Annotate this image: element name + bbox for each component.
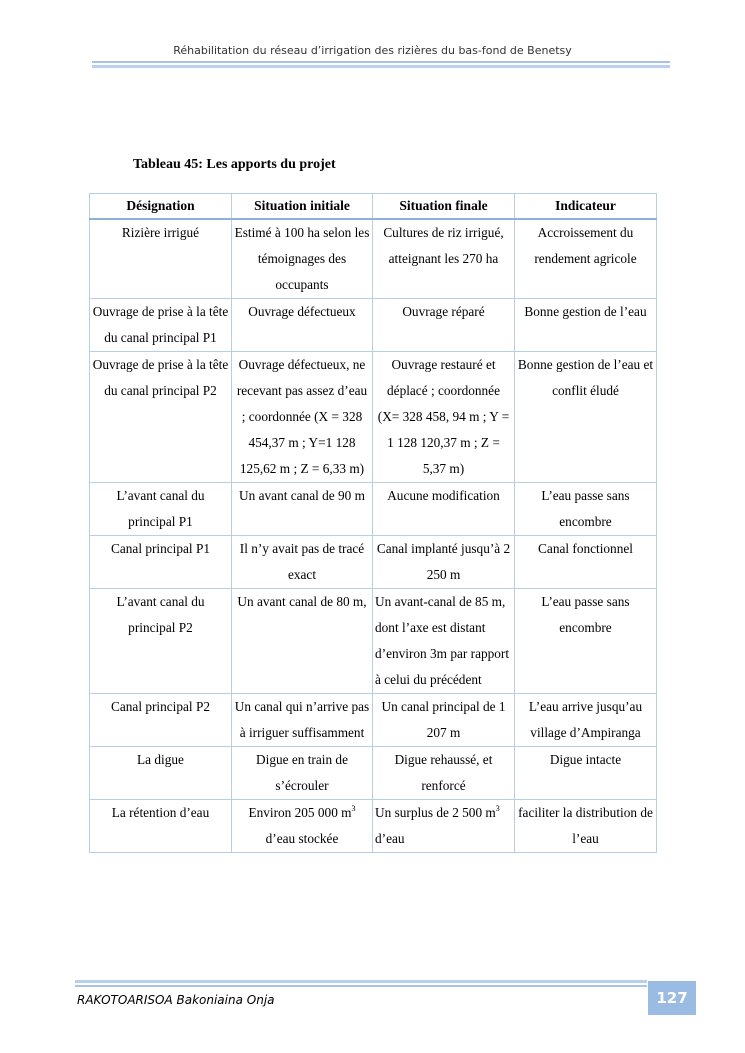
cell-initial: Estimé à 100 ha selon les témoignages des occupants bbox=[232, 219, 373, 299]
running-header-title: Réhabilitation du réseau d’irrigation des rizières du bas-fond de Benetsy bbox=[173, 44, 572, 57]
table-header-row bbox=[90, 194, 657, 220]
cell-final: Cultures de riz irrigué, atteignant les 270 ha bbox=[373, 219, 515, 299]
cell-initial: Digue en train de s’écrouler bbox=[232, 747, 373, 800]
cell-final: Digue rehaussé, et renforcé bbox=[373, 747, 515, 800]
cell-indicator: Accroissement du rendement agricole bbox=[515, 219, 657, 299]
table-row bbox=[90, 800, 657, 853]
cell-initial: Un avant canal de 90 m bbox=[232, 483, 373, 536]
cell-final: Aucune modification bbox=[373, 483, 515, 536]
cell-designation: La rétention d’eau bbox=[90, 800, 232, 853]
table-row bbox=[90, 299, 657, 352]
cell-indicator: faciliter la distribution de l’eau bbox=[515, 800, 657, 853]
cell-final: Un avant-canal de 85 m, dont l’axe est distant d’environ 3m par rapport à celui du précédent bbox=[373, 589, 515, 694]
cell-final: Canal implanté jusqu’à 2 250 m bbox=[373, 536, 515, 589]
cell-final-text: Un surplus de 2 500 m bbox=[375, 805, 496, 820]
cell-final bbox=[373, 800, 515, 853]
col-header-designation: Désignation bbox=[90, 194, 232, 220]
header-rule bbox=[92, 61, 670, 70]
cell-designation: Canal principal P1 bbox=[90, 536, 232, 589]
cell-initial-text-end: d’eau stockée bbox=[265, 831, 339, 846]
cell-designation: La digue bbox=[90, 747, 232, 800]
superscript: 3 bbox=[495, 804, 500, 813]
cell-indicator: Digue intacte bbox=[515, 747, 657, 800]
cell-designation: Ouvrage de prise à la tête du canal principal P2 bbox=[90, 352, 232, 483]
col-header-final-situation: Situation finale bbox=[373, 194, 515, 220]
cell-initial bbox=[232, 800, 373, 853]
cell-indicator: L’eau passe sans encombre bbox=[515, 483, 657, 536]
cell-designation: Ouvrage de prise à la tête du canal principal P1 bbox=[90, 299, 232, 352]
table-row bbox=[90, 219, 657, 299]
cell-designation: Rizière irrigué bbox=[90, 219, 232, 299]
page-number: 127 bbox=[648, 981, 696, 1015]
cell-initial-text: Environ 205 000 m bbox=[248, 805, 352, 820]
cell-indicator: Canal fonctionnel bbox=[515, 536, 657, 589]
table-row bbox=[90, 747, 657, 800]
table-row bbox=[90, 694, 657, 747]
cell-initial: Ouvrage défectueux, ne recevant pas assez d’eau ; coordonnée (X = 328 454,37 m ; Y=1 128 125,62 m ; Z = 6,33 m) bbox=[232, 352, 373, 483]
table-row bbox=[90, 536, 657, 589]
table-row bbox=[90, 352, 657, 483]
cell-indicator: L’eau passe sans encombre bbox=[515, 589, 657, 694]
contributions-table bbox=[89, 193, 657, 853]
cell-designation: L’avant canal du principal P2 bbox=[90, 589, 232, 694]
cell-designation: L’avant canal du principal P1 bbox=[90, 483, 232, 536]
cell-indicator: L’eau arrive jusqu’au village d’Ampiranga bbox=[515, 694, 657, 747]
table-row bbox=[90, 589, 657, 694]
cell-initial: Il n’y avait pas de tracé exact bbox=[232, 536, 373, 589]
footer-rule bbox=[75, 980, 647, 989]
cell-final: Ouvrage réparé bbox=[373, 299, 515, 352]
footer-author: RAKOTOARISOA Bakoniaina Onja bbox=[77, 993, 275, 1007]
col-header-indicator: Indicateur bbox=[515, 194, 657, 220]
superscript: 3 bbox=[351, 804, 356, 813]
table-caption: Tableau 45: Les apports du projet bbox=[133, 157, 336, 172]
cell-initial: Un canal qui n’arrive pas à irriguer suffisamment bbox=[232, 694, 373, 747]
cell-final: Ouvrage restauré et déplacé ; coordonnée (X= 328 458, 94 m ; Y = 1 128 120,37 m ; Z = 5,37 m) bbox=[373, 352, 515, 483]
cell-final: Un canal principal de 1 207 m bbox=[373, 694, 515, 747]
cell-initial: Ouvrage défectueux bbox=[232, 299, 373, 352]
cell-designation: Canal principal P2 bbox=[90, 694, 232, 747]
table-row bbox=[90, 483, 657, 536]
cell-indicator: Bonne gestion de l’eau et conflit éludé bbox=[515, 352, 657, 483]
col-header-initial-situation: Situation initiale bbox=[232, 194, 373, 220]
cell-initial: Un avant canal de 80 m, bbox=[232, 589, 373, 694]
cell-indicator: Bonne gestion de l’eau bbox=[515, 299, 657, 352]
cell-final-text-end: d’eau bbox=[375, 831, 405, 846]
